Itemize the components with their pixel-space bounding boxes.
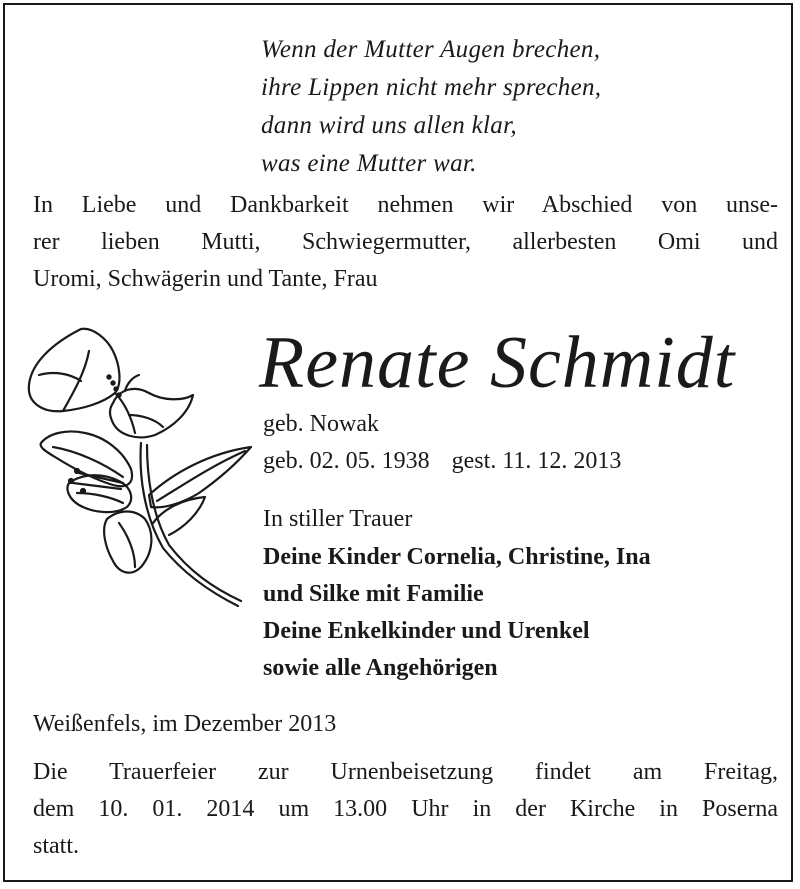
calla-lily-icon [23, 323, 259, 613]
intro-text [33, 187, 778, 298]
funeral-line: dem 10. 01. 2014 um 13.00 Uhr in der Kirche in Poserna [33, 796, 778, 822]
funeral-notice [33, 754, 778, 865]
funeral-line: Die Trauerfeier zur Urnenbeisetzung findet am Freitag, [33, 759, 778, 785]
poem-line: was eine Mutter war. [261, 150, 477, 177]
poem-line: dann wird uns allen klar, [261, 112, 517, 139]
mourners-line: Deine Kinder Cornelia, Christine, Ina [263, 544, 651, 570]
birth-date: geb. 02. 05. 1938 [263, 448, 430, 474]
poem-line: Wenn der Mutter Augen brechen, [261, 36, 601, 63]
mourners-line: sowie alle Angehörigen [263, 655, 498, 681]
poem-line: ihre Lippen nicht mehr sprechen, [261, 74, 602, 101]
mourners-line: Deine Enkelkinder und Urenkel [263, 618, 590, 644]
life-dates [263, 445, 621, 477]
place-date: Weißenfels, im Dezember 2013 [33, 711, 337, 737]
poem [261, 31, 601, 183]
mourning-intro: In stiller Trauer [263, 506, 413, 532]
mourners-list [263, 539, 651, 687]
obituary-frame [3, 3, 793, 882]
intro-line: In Liebe und Dankbarkeit nehmen wir Abschied von unse- [33, 192, 778, 218]
intro-line: Uromi, Schwägerin und Tante, Frau [33, 266, 378, 292]
maiden-name: geb. Nowak [263, 411, 379, 437]
death-date: gest. 11. 12. 2013 [451, 448, 622, 474]
deceased-name: Renate Schmidt [259, 322, 736, 404]
mourners-line: und Silke mit Familie [263, 581, 484, 607]
funeral-line: statt. [33, 833, 79, 859]
intro-line: rer lieben Mutti, Schwiegermutter, allerbesten Omi und [33, 229, 778, 255]
